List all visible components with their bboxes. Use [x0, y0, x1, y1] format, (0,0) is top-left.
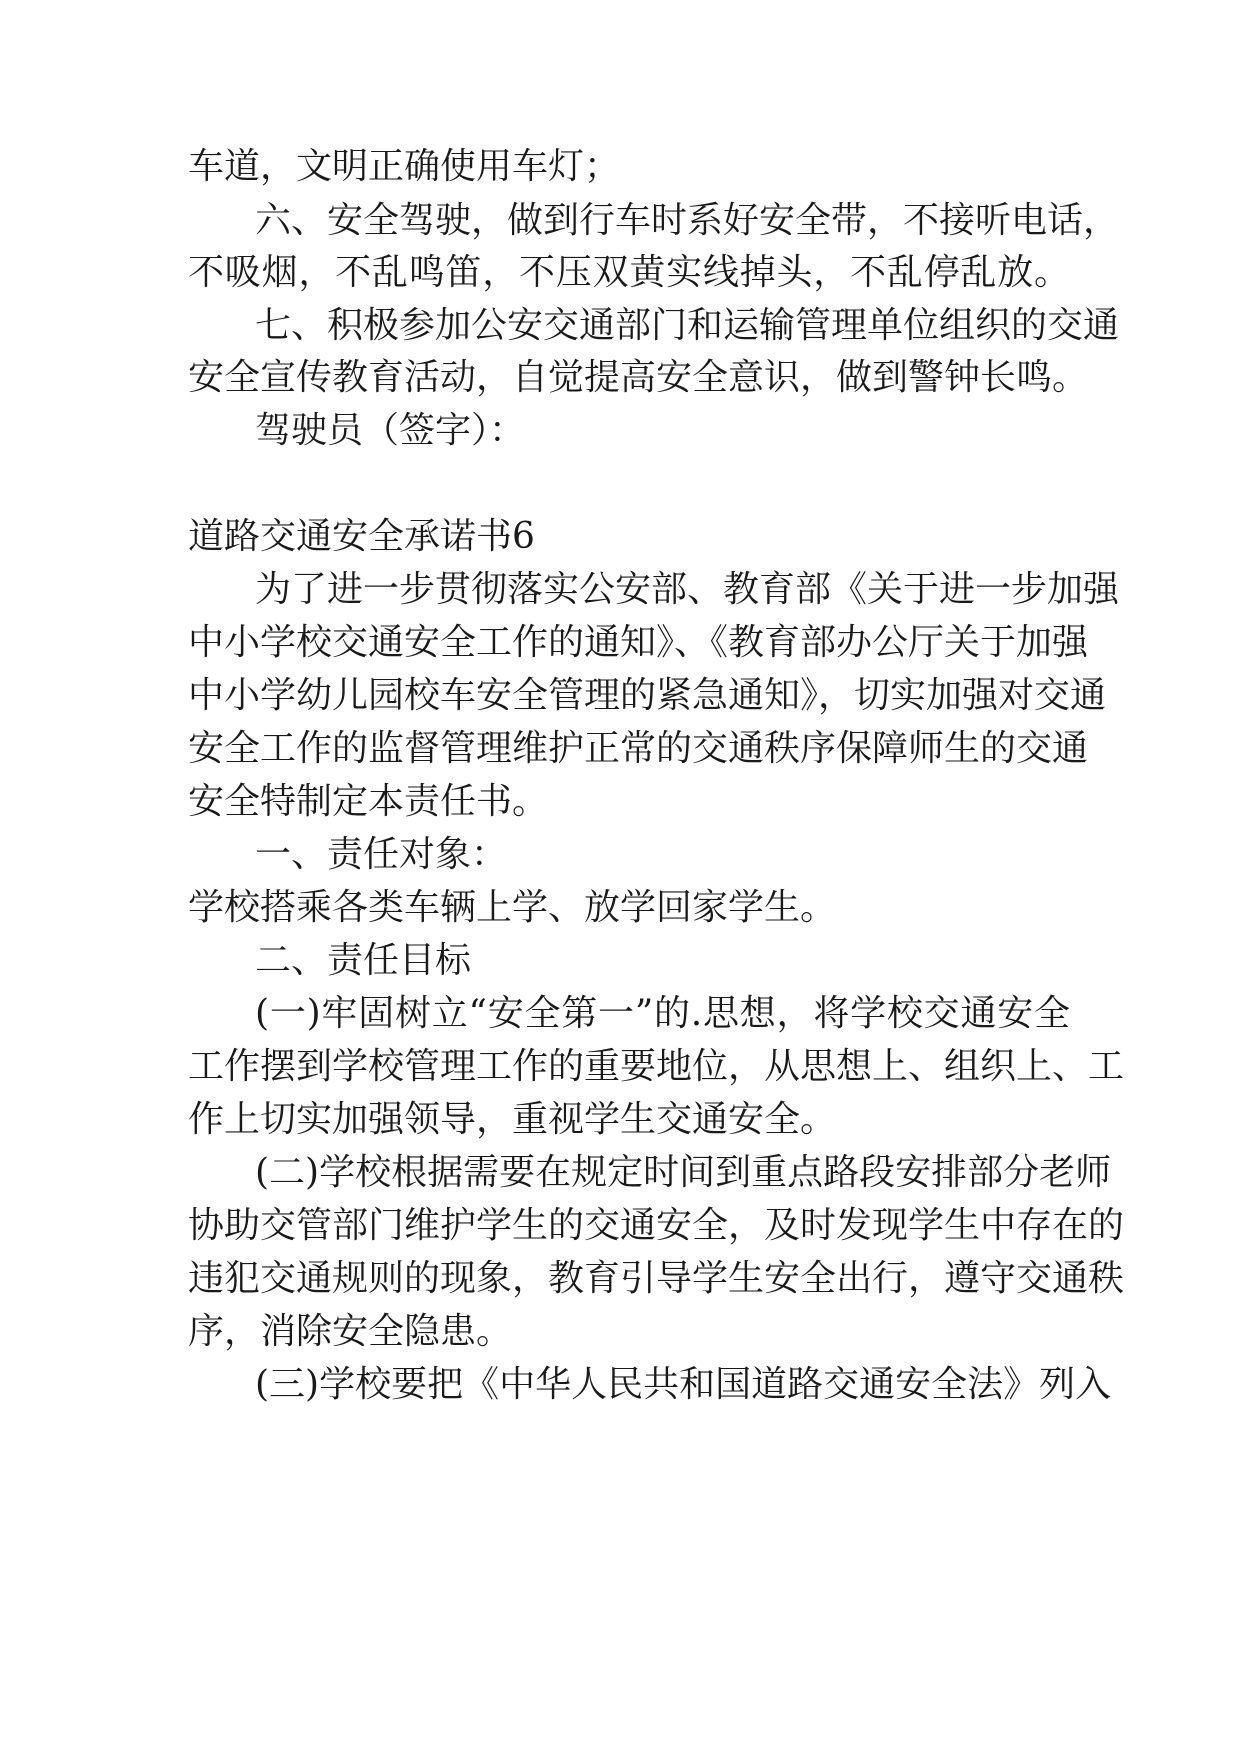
text-line: 学校搭乘各类车辆上学、放学回家学生。	[188, 887, 837, 928]
text-line: 违犯交通规则的现象，教育引导学生安全出行，遵守交通秩	[188, 1258, 1125, 1299]
text-line: 序，消除安全隐患。	[188, 1311, 513, 1352]
text-line: (三)学校要把《中华人民共和国道路交通安全法》列入	[255, 1364, 1112, 1405]
text-line: 作上切实加强领导，重视学生交通安全。	[188, 1099, 837, 1140]
text-line: 安全宣传教育活动，自觉提高安全意识，做到警钟长鸣。	[188, 357, 1089, 398]
text-line: 工作摆到学校管理工作的重要地位，从思想上、组织上、工	[188, 1046, 1125, 1087]
text-line: 一、责任对象：	[255, 834, 508, 875]
text-line: 安全特制定本责任书。	[188, 781, 549, 822]
text-line: (二)学校根据需要在规定时间到重点路段安排部分老师	[255, 1152, 1112, 1193]
text-line: 七、积极参加公安交通部门和运输管理单位组织的交通	[255, 305, 1120, 346]
text-line: 二、责任目标	[255, 940, 472, 981]
signature-label: 驾驶员（签字）：	[255, 410, 526, 451]
text-line: 中小学幼儿园校车安全管理的紧急通知》，切实加强对交通	[188, 675, 1107, 716]
text-line: 为了进一步贯彻落实公安部、教育部《关于进一步加强	[255, 569, 1120, 610]
text-line: 六、安全驾驶，做到行车时系好安全带，不接听电话，	[255, 200, 1120, 241]
text-line: 不吸烟，不乱鸣笛，不压双黄实线掉头，不乱停乱放。	[188, 252, 1070, 293]
section-title: 道路交通安全承诺书6	[188, 516, 535, 557]
text-line: 协助交管部门维护学生的交通安全，及时发现学生中存在的	[188, 1205, 1125, 1246]
text-line: (一)牢固树立“安全第一”的.思想，将学校交通安全	[255, 993, 1070, 1034]
text-line: 安全工作的监督管理维护正常的交通秩序保障师生的交通	[188, 728, 1089, 769]
text-line: 车道，文明正确使用车灯；	[188, 146, 621, 187]
text-line: 中小学校交通安全工作的通知》、《教育部办公厅关于加强	[188, 622, 1089, 663]
